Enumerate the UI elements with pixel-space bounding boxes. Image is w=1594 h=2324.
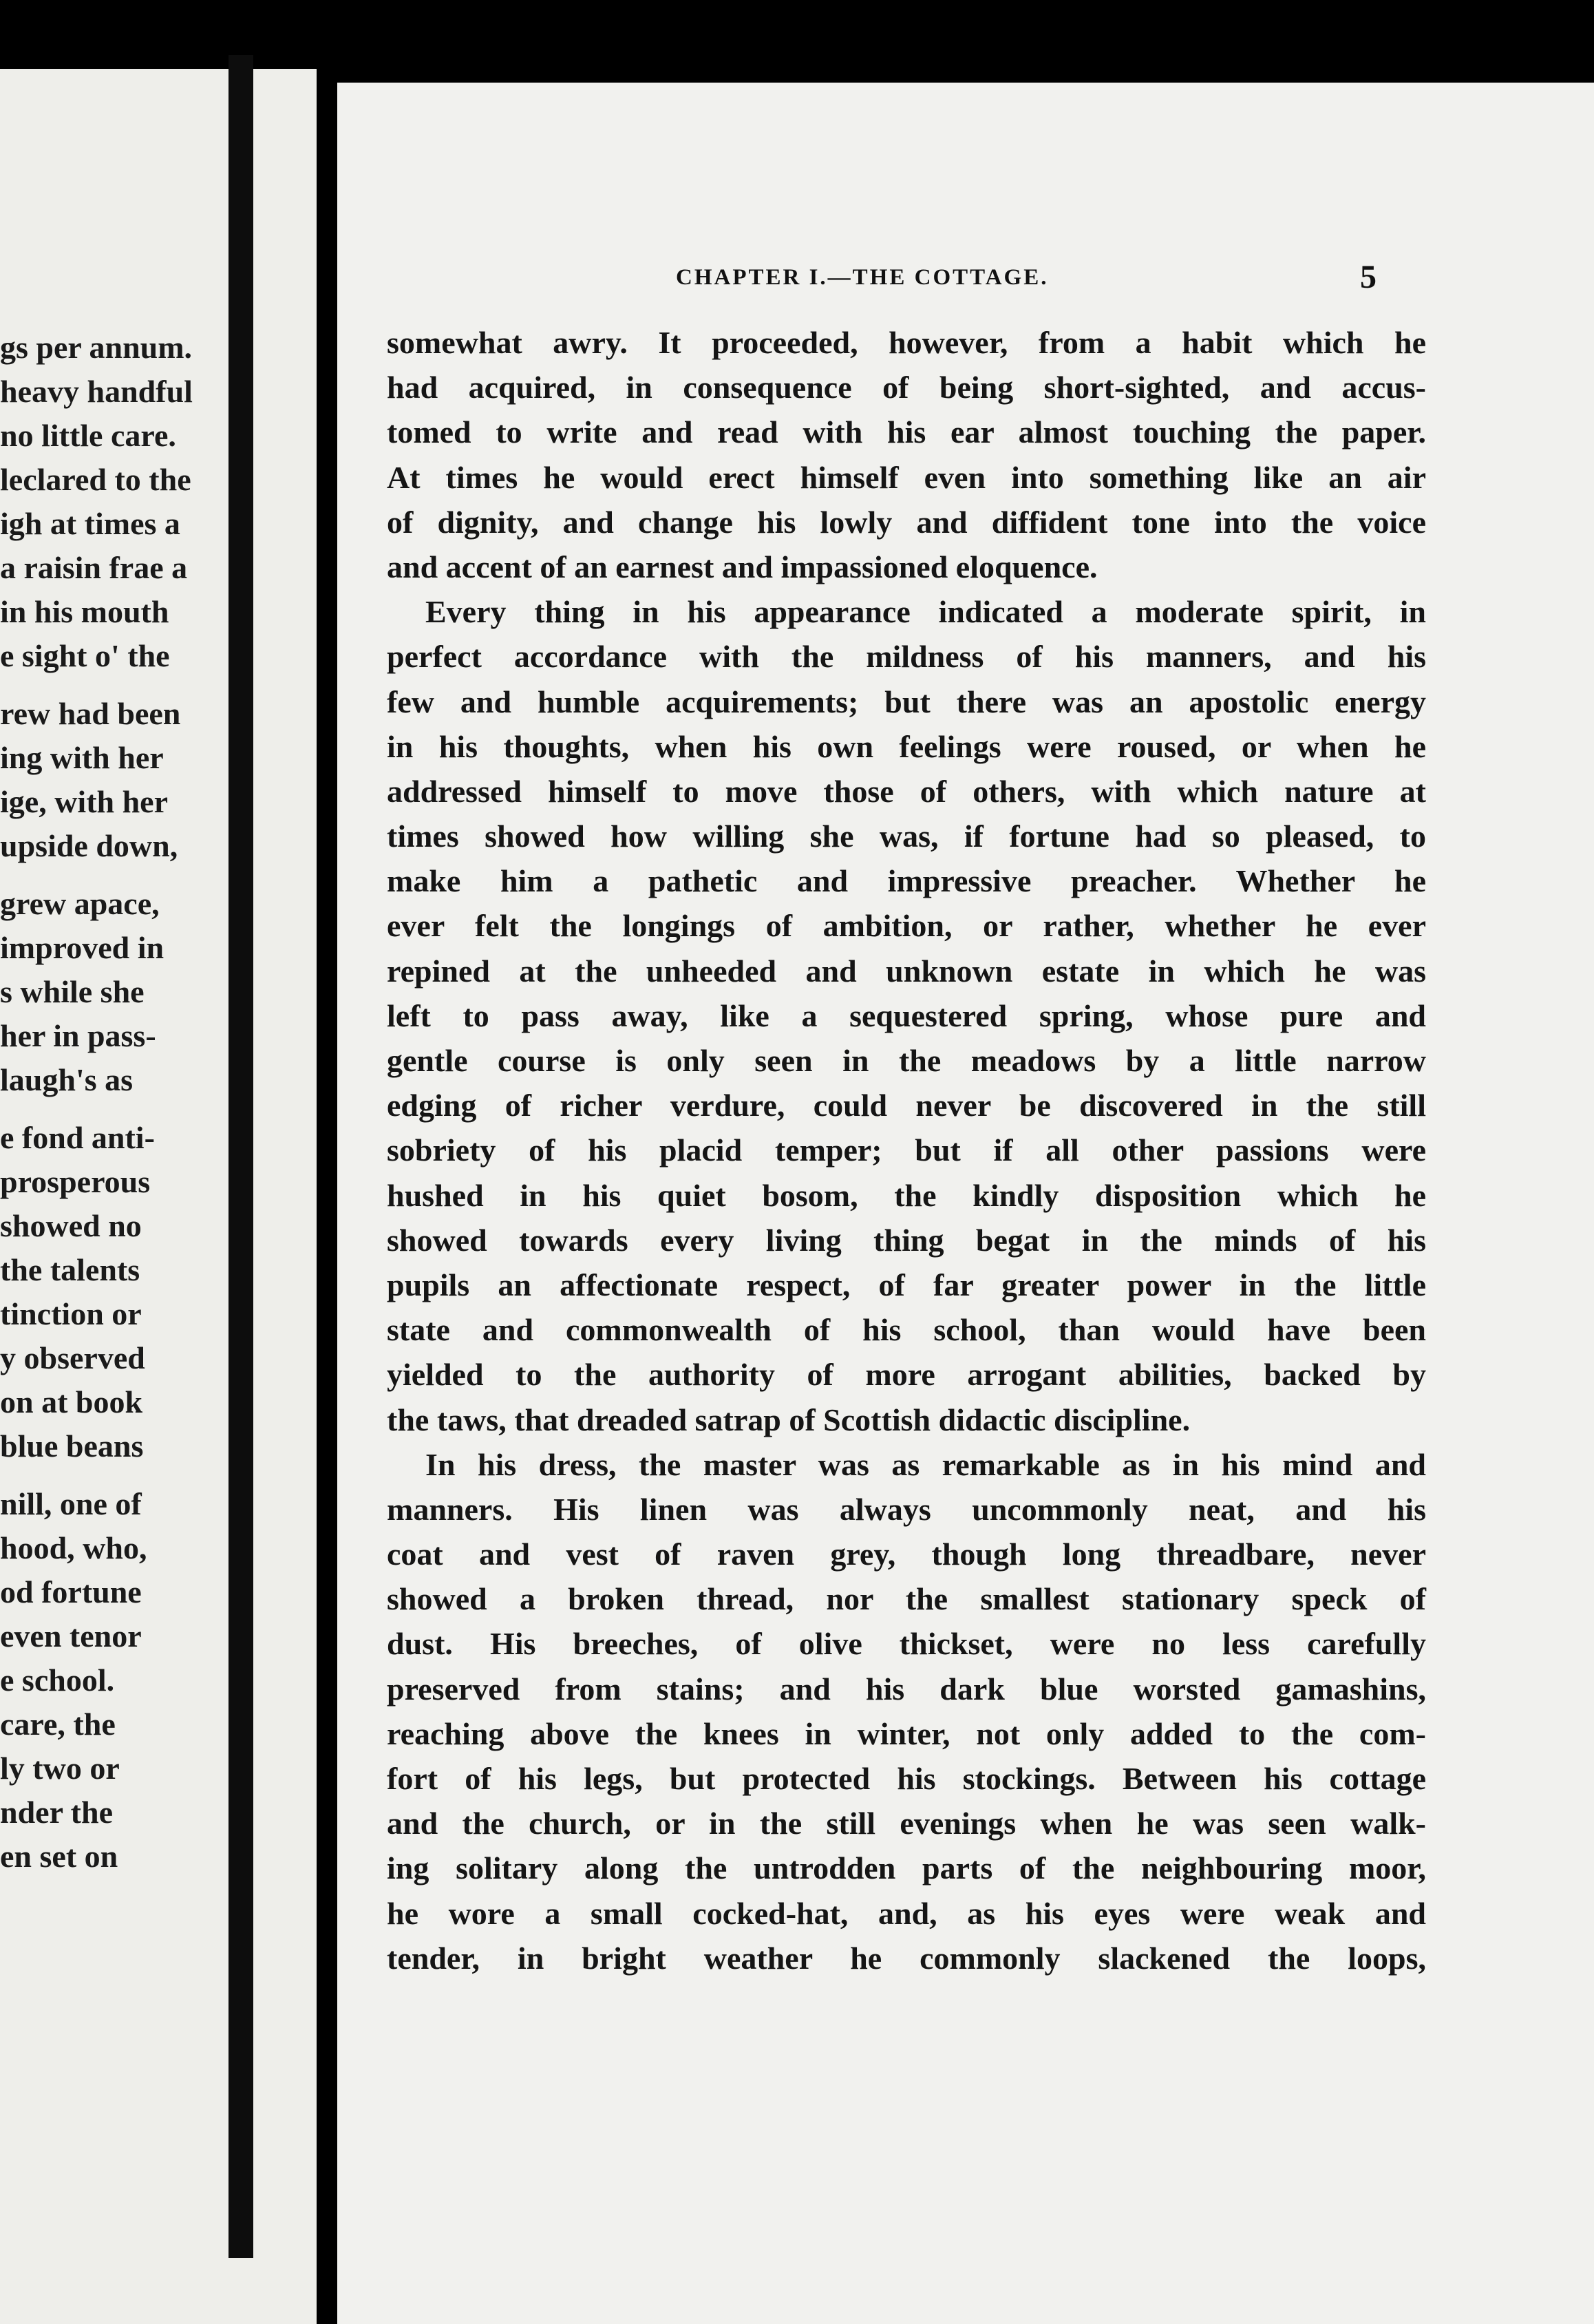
text-line: left to pass away, like a sequestered spring, whose pure and	[387, 997, 1426, 1033]
left-page-line: e school.	[0, 1662, 115, 1698]
left-page-line: blue beans	[0, 1428, 144, 1464]
text-line: tomed to write and read with his ear almost touching the paper.	[387, 414, 1426, 450]
left-page-line: gs per annum.	[0, 330, 193, 365]
left-page-line: improved in	[0, 930, 164, 965]
text-line: in his thoughts, when his own feelings were roused, or when he	[387, 728, 1426, 764]
text-line: preserved from stains; and his dark blue worsted gamashins,	[387, 1671, 1426, 1707]
left-page-line: ige, with her	[0, 784, 169, 819]
text-line: and the church, or in the still evenings when he was seen walk-	[387, 1806, 1426, 1841]
text-line: the taws, that dreaded satrap of Scottish didactic discipline.	[387, 1402, 1191, 1437]
left-page-line: en set on	[0, 1839, 118, 1874]
text-line: coat and vest of raven grey, though long threadbare, never	[387, 1536, 1426, 1572]
left-page-line: leclared to the	[0, 462, 191, 497]
text-line: state and commonwealth of his school, than would have been	[387, 1312, 1426, 1348]
text-line: somewhat awry. It proceeded, however, from a habit which he	[387, 325, 1426, 360]
left-page-line: showed no	[0, 1208, 142, 1243]
text-line: make him a pathetic and impressive preacher. Whether he	[387, 863, 1426, 899]
text-line: reaching above the knees in winter, not only added to the com-	[387, 1715, 1426, 1751]
left-page-line: tinction or	[0, 1296, 142, 1331]
text-line: sobriety of his placid temper; but if all other passions were	[387, 1132, 1426, 1168]
text-line: of dignity, and change his lowly and diffident tone into the voice	[387, 504, 1426, 540]
left-page-line: e sight o' the	[0, 638, 170, 673]
left-page-line: ly two or	[0, 1751, 120, 1786]
left-page-line: care, the	[0, 1707, 116, 1742]
left-page-line: nill, one of	[0, 1486, 142, 1521]
text-line: fort of his legs, but protected his stockings. Between his cottage	[387, 1761, 1426, 1796]
body-text	[387, 320, 1426, 1980]
left-page-line: nder the	[0, 1795, 113, 1830]
page-header	[337, 258, 1425, 306]
left-page-line: no little care.	[0, 418, 176, 453]
left-page-line: upside down,	[0, 828, 178, 863]
left-page-line: igh at times a	[0, 506, 180, 541]
text-line: and accent of an earnest and impassioned eloquence.	[387, 549, 1098, 584]
text-line: gentle course is only seen in the meadows by a little narrow	[387, 1043, 1426, 1078]
text-line: At times he would erect himself even into something like an air	[387, 459, 1426, 495]
running-head: CHAPTER I.—THE COTTAGE.	[676, 265, 1049, 290]
text-line: dust. His breeches, of olive thickset, were no less carefully	[387, 1626, 1426, 1662]
left-page-line: even tenor	[0, 1618, 142, 1654]
left-page-line: on at book	[0, 1384, 143, 1419]
page-number: 5	[1360, 259, 1377, 295]
left-page-line: in his mouth	[0, 594, 169, 629]
left-page-line: grew apace,	[0, 886, 160, 921]
text-line: repined at the unheeded and unknown estate in which he was	[387, 953, 1426, 989]
text-line: showed a broken thread, nor the smallest stationary speck of	[387, 1581, 1426, 1617]
left-page	[0, 69, 317, 2324]
left-page-line: prosperous	[0, 1164, 151, 1199]
book-gutter	[229, 55, 253, 2258]
text-line: addressed himself to move those of others, with which nature at	[387, 773, 1426, 809]
text-line: showed towards every living thing begat in the minds of his	[387, 1222, 1426, 1258]
left-page-line: laugh's as	[0, 1062, 134, 1097]
left-page-line: y observed	[0, 1340, 145, 1375]
left-page-line: her in pass-	[0, 1018, 156, 1053]
text-line: perfect accordance with the mildness of his manners, and his	[387, 639, 1426, 675]
left-page-line: e fond anti-	[0, 1120, 155, 1155]
left-page-line: od fortune	[0, 1574, 142, 1609]
text-line: yielded to the authority of more arrogant abilities, backed by	[387, 1357, 1426, 1393]
text-line: pupils an affectionate respect, of far greater power in the little	[387, 1267, 1426, 1302]
text-line: edging of richer verdure, could never be discovered in the still	[387, 1088, 1426, 1123]
text-line: ing solitary along the untrodden parts of the neighbouring moor,	[387, 1850, 1426, 1886]
text-line: Every thing in his appearance indicated a moderate spirit, in	[425, 594, 1426, 630]
text-line: he wore a small cocked-hat, and, as his eyes were weak and	[387, 1895, 1426, 1931]
text-line: In his dress, the master was as remarkable as in his mind and	[425, 1446, 1426, 1482]
text-line: hushed in his quiet bosom, the kindly disposition which he	[387, 1177, 1426, 1213]
left-page-line: rew had been	[0, 696, 181, 731]
left-page-line: ing with her	[0, 740, 164, 775]
text-line: ever felt the longings of ambition, or rather, whether he ever	[387, 908, 1426, 944]
left-page-line: hood, who,	[0, 1530, 147, 1565]
right-page	[337, 83, 1594, 2324]
left-page-line: a raisin frae a	[0, 550, 188, 585]
text-line: times showed how willing she was, if fortune had so pleased, to	[387, 818, 1426, 854]
text-line: tender, in bright weather he commonly slackened the loops,	[387, 1940, 1426, 1976]
left-page-line: heavy handful	[0, 374, 193, 409]
text-line: few and humble acquirements; but there was an apostolic energy	[387, 684, 1426, 719]
left-page-line: s while she	[0, 974, 145, 1009]
text-line: had acquired, in consequence of being short-sighted, and accus-	[387, 370, 1426, 405]
text-line: manners. His linen was always uncommonly neat, and his	[387, 1491, 1426, 1527]
left-page-line: the talents	[0, 1252, 140, 1287]
